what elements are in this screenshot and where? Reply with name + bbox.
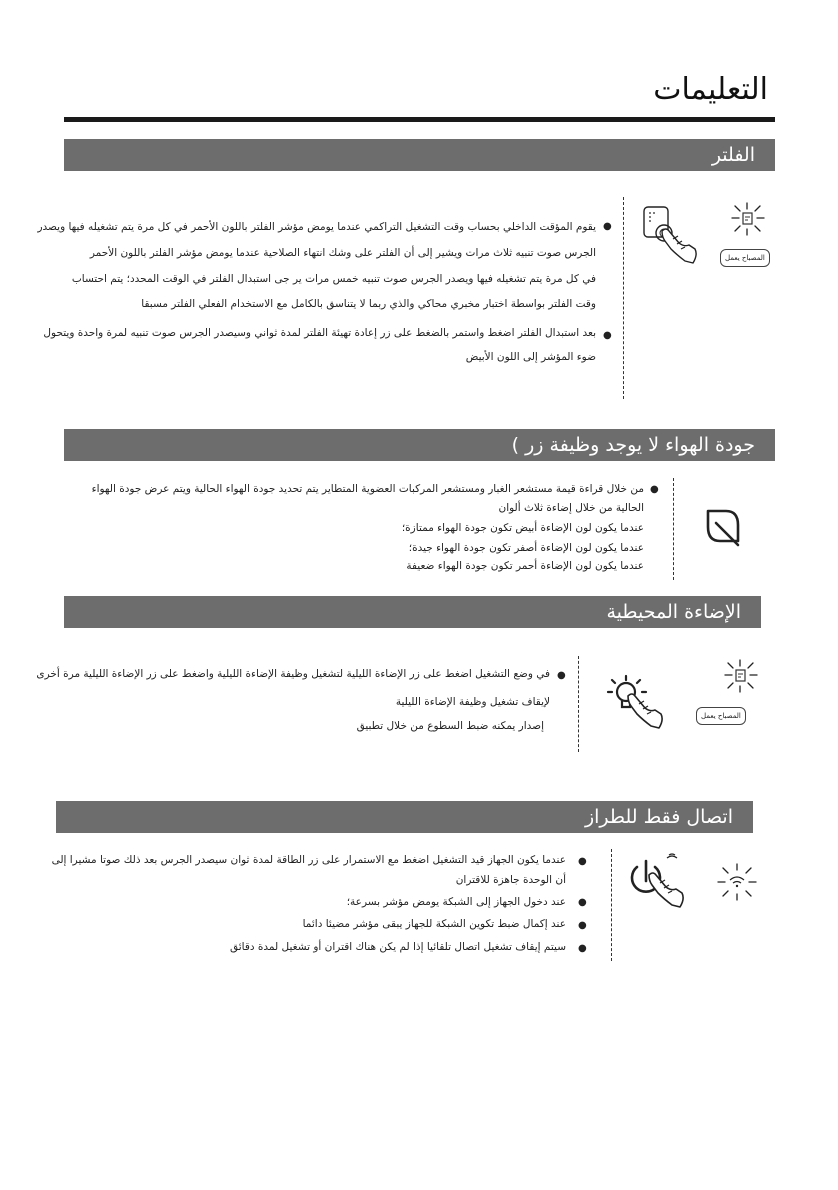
air-quality-text-line: عندما يكون لون الإضاءة أبيض تكون جودة الهواء ممتازة؛ [401, 522, 644, 534]
night-light-button-icon [602, 672, 666, 736]
air-quality-text-line: عندما يكون لون الإضاءة أصفر تكون جودة الهواء جيدة؛ [408, 542, 644, 554]
filter-reset-button-icon [642, 205, 704, 269]
connection-text-line: سيتم إيقاف تشغيل اتصال تلقائيا إذا لم يكن هناك اقتران أو تشغيل لمدة دقائق [229, 941, 566, 953]
section-divider-dashed [578, 656, 579, 752]
filter-text-line: في كل مرة يتم تشغيله فيها ويصدر الجرس صوت تنبيه خمس مرات ير جى استبدال الفلتر في الوقت المحدد؛ يتم احتساب [71, 273, 596, 285]
section-header-air-quality: جودة الهواء لا يوجد وظيفة زر ) [64, 429, 775, 461]
connection-text-line: أن الوحدة جاهزة للاقتران [455, 874, 566, 886]
ambient-text-line: إصدار يمكنه ضبط السطوع من خلال تطبيق [356, 720, 544, 732]
lamp-on-badge: المصباح يعمل [720, 249, 770, 267]
page-title: التعليمات [653, 72, 768, 107]
section-divider-dashed [623, 197, 624, 399]
connection-text-line: عند إكمال ضبط تكوين الشبكة للجهاز يبقى مؤشر مضيئا دائما [302, 918, 566, 930]
bullet-dot: ● [557, 670, 566, 681]
air-quality-text-line: عندما يكون لون الإضاءة أحمر تكون جودة الهواء ضعيفة [406, 560, 644, 572]
section-header-connection: اتصال فقط للطراز [56, 801, 753, 833]
filter-text-line: يقوم المؤقت الداخلي بحساب وقت التشغيل التراكمي عندما يومض مؤشر الفلتر باللون الأحمر في كل مرة يتم تشغيله فيها ويصدر [37, 221, 596, 233]
air-quality-text-line: من خلال قراءة قيمة مستشعر الغبار ومستشعر المركبات العضوية المتطاير يتم تحديد جودة الهواء الحالية ويتم عرض جودة الهواء [91, 483, 644, 495]
filter-text-line: ضوء المؤشر إلى اللون الأبيض [465, 351, 596, 363]
section-divider-dashed [673, 478, 674, 580]
section-divider-dashed [611, 849, 612, 961]
lamp-on-badge: المصباح يعمل [696, 707, 746, 725]
ambient-text-line: لإيقاف تشغيل وظيفة الإضاءة الليلية [395, 696, 550, 708]
wifi-flash-icon [714, 862, 760, 904]
connection-text-line: عند دخول الجهاز إلى الشبكة يومض مؤشر بسرعة؛ [346, 896, 566, 908]
connection-text-line: عندما يكون الجهاز قيد التشغيل اضغط مع الاستمرار على زر الطاقة لمدة ثوان سيصدر الجرس بعد ذلك صوتا مشيرا إلى [51, 854, 566, 866]
ambient-text-line: في وضع التشغيل اضغط على زر الإضاءة الليلية لتشغيل وظيفة الإضاءة الليلية واضغط على زر الإضاءة الليلية مرة أخرى [36, 668, 550, 680]
filter-text-line: الجرس صوت تنبيه ثلاث مرات ويشير إلى أن الفلتر على وشك انتهاء الصلاحية عندما يومض مؤشر الفلتر باللون الأحمر [89, 247, 596, 259]
lamp-flash-icon [720, 658, 764, 698]
title-divider [64, 117, 775, 122]
bullet-dot: ● [578, 856, 587, 867]
bullet-dot: ● [578, 920, 587, 931]
air-quality-text-line: الحالية من خلال إضاءة ثلاث ألوان [498, 502, 644, 514]
bullet-dot: ● [578, 897, 587, 908]
power-button-icon [625, 853, 687, 919]
lamp-flash-icon [727, 201, 771, 241]
bullet-dot: ● [603, 330, 612, 341]
bullet-dot: ● [650, 484, 659, 495]
bullet-dot: ● [578, 943, 587, 954]
filter-text-line: بعد استبدال الفلتر اضغط واستمر بالضغط على زر إعادة تهيئة الفلتر لمدة ثواني وسيصدر الجرس صوت تنبيه لمرة واحدة ويتحول [43, 327, 596, 339]
leaf-icon [702, 505, 742, 547]
section-header-ambient-lighting: الإضاءة المحيطية [64, 596, 761, 628]
bullet-dot: ● [603, 221, 612, 232]
section-header-filter: الفلتر [64, 139, 775, 171]
filter-text-line: وقت الفلتر بواسطة اختبار مخبري محاكي والذي ربما لا يتناسق بالكامل مع الاستخدام الفعلي الفلتر مسبقا [141, 298, 596, 310]
